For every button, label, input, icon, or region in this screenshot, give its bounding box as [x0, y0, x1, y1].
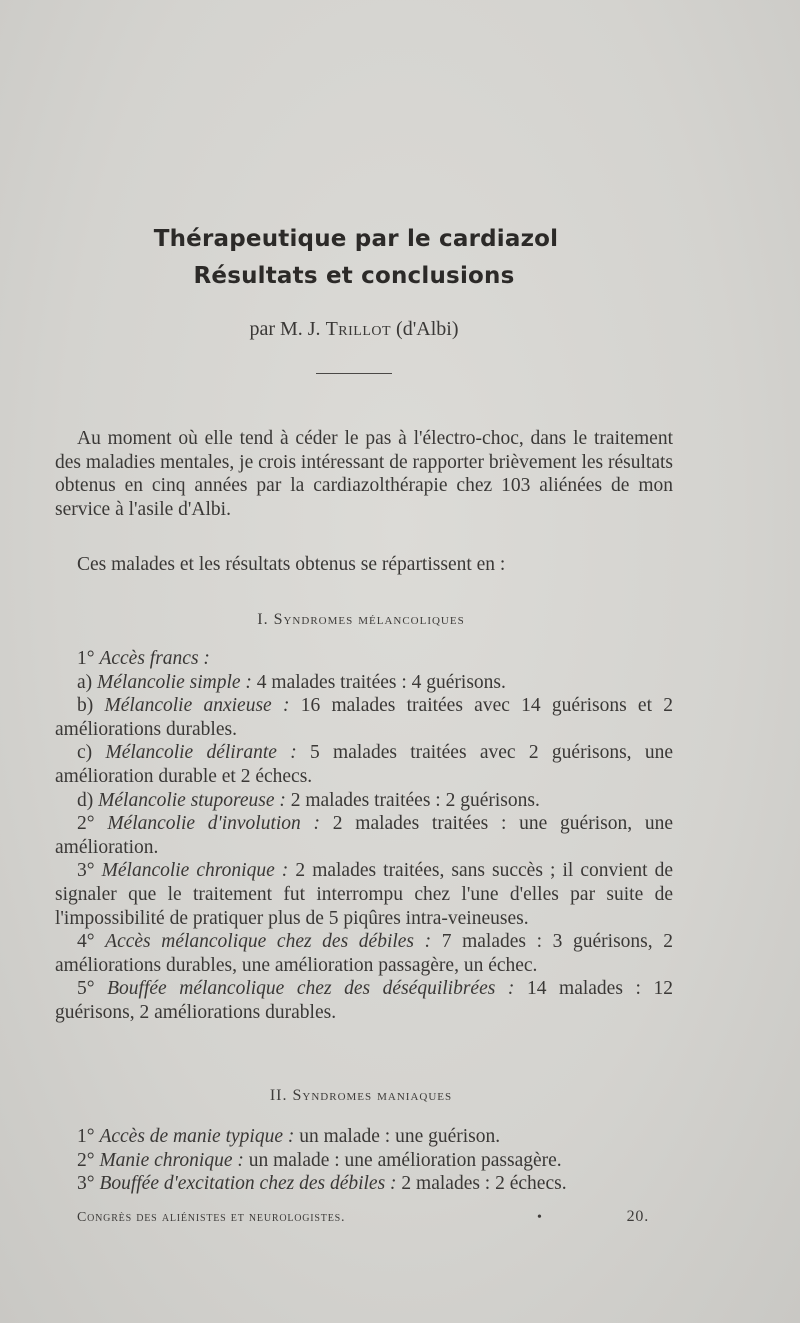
list-item [55, 1172, 673, 1196]
item-label: Mélancolie stuporeuse : [98, 789, 286, 811]
item-label: Mélancolie d'involution : [107, 813, 321, 835]
section-2-list [55, 1125, 673, 1196]
page-footer [77, 1210, 649, 1226]
list-item [55, 694, 673, 741]
list-item [55, 647, 673, 671]
item-label: Mélancolie délirante : [105, 742, 297, 764]
section-heading-1: I. Syndromes mélancoliques [257, 611, 465, 628]
section-heading-2: II. Syndromes maniaques [269, 1087, 453, 1104]
list-item [55, 671, 673, 695]
page-number: 20. [626, 1208, 649, 1225]
list-item [55, 741, 673, 788]
intro-paragraph [55, 427, 673, 521]
item-number: 4° [77, 931, 106, 953]
list-item [55, 789, 673, 813]
item-text: 2 malades : 2 échecs. [396, 1173, 567, 1195]
intro-text-2: Ces malades et les résultats obtenus se répartissent en : [77, 554, 506, 575]
author-line [0, 318, 754, 341]
item-label: Mélancolie anxieuse : [104, 695, 290, 717]
item-text: 7 malades : 3 guérisons, 2 améliorations durables, une amélioration passagère, un échec. [55, 931, 673, 976]
item-number: 1° [77, 1126, 100, 1147]
footer-journal: Congrès des aliénistes et neurologistes. [77, 1210, 346, 1225]
item-number: 2° [77, 1149, 100, 1171]
item-number: a) [77, 671, 98, 693]
section-1-list [55, 647, 673, 1025]
list-item [55, 930, 673, 977]
list-item [55, 977, 673, 1024]
title-line-2: Résultats et conclusions [193, 263, 515, 289]
author-prefix: par M. J. [249, 318, 326, 340]
item-text: un malade : une amélioration passagère. [243, 1149, 562, 1171]
list-item [55, 812, 673, 859]
title-line-1: Thérapeutique par le cardiazol [153, 226, 559, 252]
list-item [55, 1125, 673, 1149]
list-item [55, 859, 673, 930]
item-label: Accès de manie typique : [99, 1126, 295, 1147]
item-label: Mélancolie chronique : [101, 860, 289, 882]
author-name: Trillot [325, 318, 392, 340]
title-divider [316, 373, 392, 374]
item-number: d) [77, 789, 99, 811]
item-number: c) [77, 742, 106, 764]
item-number: 1° [77, 648, 100, 669]
item-number: 3° [77, 860, 102, 882]
item-text: un malade : une guérison. [294, 1126, 501, 1147]
item-label: Accès mélancolique chez des débiles : [105, 931, 432, 953]
item-number: b) [77, 695, 105, 717]
item-number: 2° [77, 813, 108, 835]
footer-mark: • [537, 1210, 543, 1225]
item-label: Mélancolie simple : [97, 671, 252, 693]
item-label: Bouffée d'excitation chez des débiles : [99, 1173, 397, 1195]
intro-paragraph-2 [55, 553, 673, 577]
item-text: 2 malades traitées : une guérison, une amélioration. [55, 813, 674, 858]
list-item [55, 1149, 673, 1173]
item-text: 4 malades traitées : 4 guérisons. [251, 671, 506, 693]
item-text: 14 malades : 12 guérisons, 2 améliorations durables. [55, 978, 673, 1023]
item-label: Manie chronique : [99, 1149, 244, 1171]
item-text: 2 malades traitées, sans succès ; il convient de signaler que le traitement fut interrompu chez l'une d'elles par suite de l'impossibilité de pratiquer plus de 5 piqûres intra-veineuses. [55, 860, 673, 929]
author-suffix: (d'Albi) [391, 318, 459, 340]
item-text: 2 malades traitées : 2 guérisons. [285, 789, 540, 811]
item-number: 3° [77, 1173, 100, 1195]
item-label: Accès francs : [99, 648, 210, 669]
item-label: Bouffée mélancolique chez des déséquilibrées : [107, 978, 515, 1000]
item-text: 5 malades traitées avec 2 guérisons, une amélioration durable et 2 échecs. [55, 742, 673, 787]
item-number: 5° [77, 978, 108, 1000]
item-text: 16 malades traitées avec 14 guérisons et 2 améliorations durables. [55, 695, 673, 740]
intro-text: Au moment où elle tend à céder le pas à l'électro-choc, dans le traitement des maladies mentales, je crois intéressant de rapporter brièvement les résultats obtenus en cinq années par la cardiazolthérapie chez 103 aliénées de mon service à l'asile d'Albi. [55, 428, 673, 520]
